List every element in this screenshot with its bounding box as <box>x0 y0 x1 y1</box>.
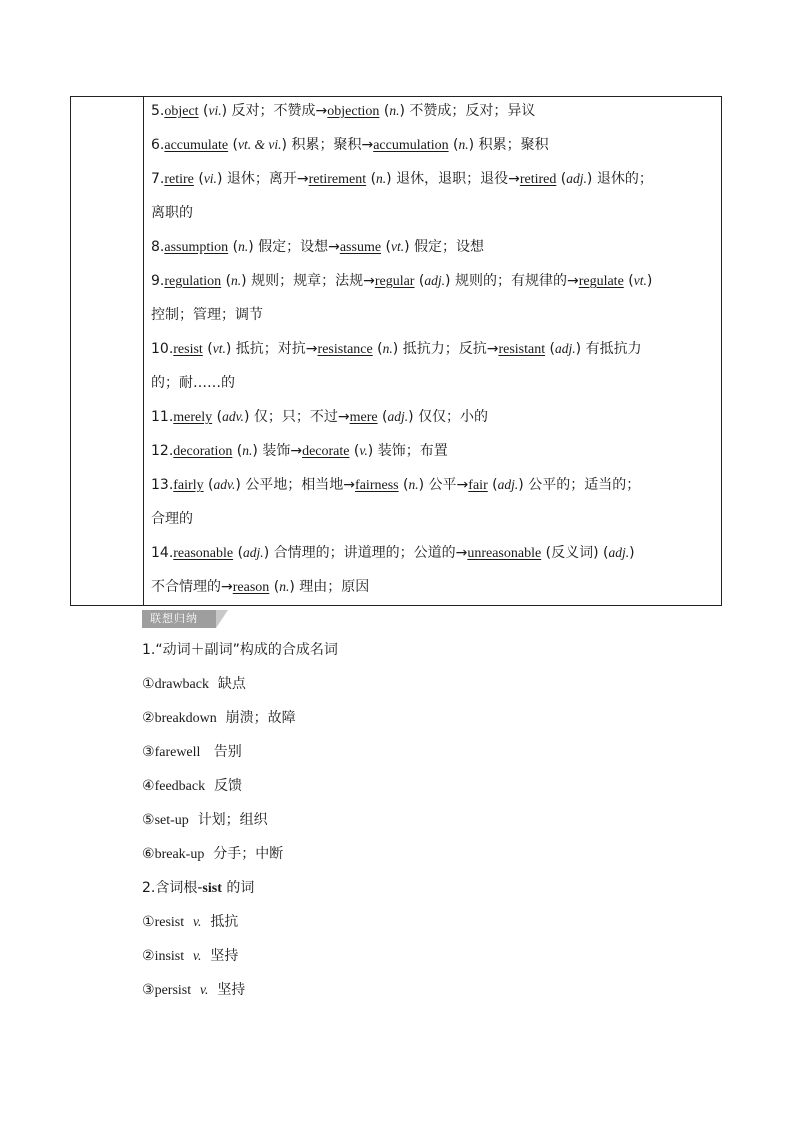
headword: retire <box>164 172 194 187</box>
vocab-entry-9-continued: 控制；管理；调节 <box>151 307 263 323</box>
vocab-entry-12: 12.decoration (n.) 装饰→decorate (v.) 装饰；布置 <box>151 443 448 459</box>
derived-word-2: resistant <box>498 342 546 357</box>
headword: assumption <box>164 240 229 255</box>
vocab-entry-11: 11.merely (adv.) 仅；只；不过→mere (adj.) 仅仅；小的 <box>151 409 489 425</box>
group1-item: ⑤set-up 计划；组织 <box>142 812 268 828</box>
derived-word: retirement <box>308 172 367 187</box>
vocab-entry-6: 6.accumulate (vt. & vi.) 积累；聚积→accumulation (n.) 积累；聚积 <box>151 137 549 153</box>
headword: resist <box>173 342 203 357</box>
group1-item: ②breakdown 崩溃；故障 <box>142 710 296 726</box>
headword: reasonable <box>173 546 234 561</box>
vocab-entry-8: 8.assumption (n.) 假定；设想→assume (vt.) 假定；设想 <box>151 239 485 255</box>
vocab-entry-7-continued: 离职的 <box>151 205 193 221</box>
section-tag <box>142 610 228 628</box>
derived-word: unreasonable <box>467 546 542 561</box>
vocabulary-table <box>70 96 722 606</box>
vocab-entry-13: 13.fairly (adv.) 公平地；相当地→fairness (n.) 公平→fair (adj.) 公平的；适当的； <box>151 477 641 493</box>
group1-title: 1.“动词＋副词”构成的合成名词 <box>142 642 338 658</box>
derived-word: accumulation <box>373 138 449 153</box>
group1-item: ④feedback 反馈 <box>142 778 242 794</box>
headword: object <box>164 104 199 119</box>
derived-word: assume <box>339 240 382 255</box>
derived-word-2: retired <box>519 172 557 187</box>
group1-item: ⑥break-up 分手；中断 <box>142 846 284 862</box>
derived-word: fairness <box>355 478 399 493</box>
headword: merely <box>173 410 213 425</box>
derived-word: decorate <box>302 444 350 459</box>
vocab-entry-14-continued: 不合情理的→reason (n.) 理由；原因 <box>151 579 370 595</box>
headword: regulation <box>164 274 222 289</box>
vocab-entry-10-continued: 的；耐……的 <box>151 375 235 391</box>
vocab-entry-5: 5.object (vi.) 反对；不赞成→objection (n.) 不赞成；反对；异议 <box>151 103 536 119</box>
headword: decoration <box>173 444 233 459</box>
vocab-entry-13-continued: 合理的 <box>151 511 193 527</box>
derived-word-2: fair <box>468 478 488 493</box>
derived-word: regular <box>374 274 415 289</box>
vocab-entry-9: 9.regulation (n.) 规则；规章；法规→regular (adj.) 规则的；有规律的→regulate (vt.) <box>151 273 653 289</box>
headword: accumulate <box>164 138 229 153</box>
vocab-entry-14: 14.reasonable (adj.) 合情理的；讲道理的；公道的→unreasonable (反义词) (adj.) <box>151 545 635 561</box>
vocab-entry-7: 7.retire (vi.) 退休；离开→retirement (n.) 退休，退职；退役→retired (adj.) 退休的； <box>151 171 653 187</box>
vocab-entry-10: 10.resist (vt.) 抵抗；对抗→resistance (n.) 抵抗力；反抗→resistant (adj.) 有抵抗力 <box>151 341 642 357</box>
derived-word: resistance <box>317 342 373 357</box>
derived-word-2: regulate <box>578 274 624 289</box>
group2-item: ①resist v. 抵抗 <box>142 914 239 930</box>
section-tag-tail <box>216 610 228 628</box>
group2-title: 2.含词根-sist 的词 <box>142 880 255 896</box>
derived-word: mere <box>349 410 378 425</box>
group1-item: ③farewell 告别 <box>142 744 242 760</box>
headword: fairly <box>173 478 204 493</box>
group2-item: ③persist v. 坚持 <box>142 982 246 998</box>
group1-item: ①drawback 缺点 <box>142 676 246 692</box>
derived-word: objection <box>327 104 380 119</box>
group2-item: ②insist v. 坚持 <box>142 948 239 964</box>
table-divider <box>143 97 144 605</box>
section-tag-label: 联想归纳 <box>150 612 198 625</box>
derived-word-2: reason <box>232 580 270 595</box>
